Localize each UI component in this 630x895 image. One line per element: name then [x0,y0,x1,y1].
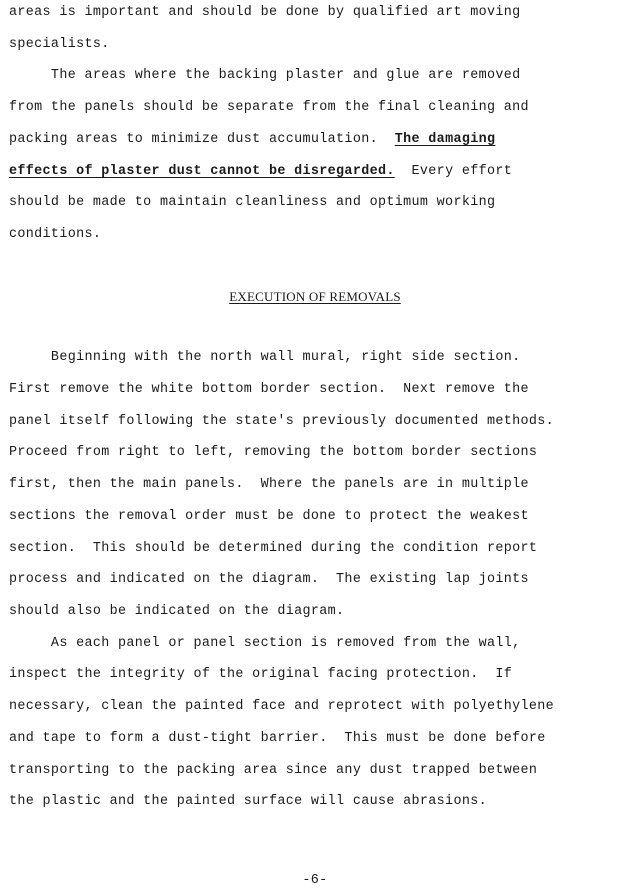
text-line: from the panels should be separate from the final cleaning and [9,100,529,115]
section-heading: EXECUTION OF REMOVALS [229,289,401,304]
page-number: -6- [302,873,328,888]
text-line: first, then the main panels. Where the panels are in multiple [9,477,529,492]
text-line: specialists. [9,37,110,52]
text-line: Proceed from right to left, removing the bottom border sections [9,445,538,460]
text-line: conditions. [9,227,102,242]
emphasis-text: effects of plaster dust cannot be disregarded. [9,164,395,179]
text-run: packing areas to minimize dust accumulation. [9,132,395,147]
text-line: transporting to the packing area since any dust trapped between [9,763,538,778]
text-line-with-emphasis [9,164,512,180]
text-line: should be made to maintain cleanliness and optimum working [9,195,496,210]
text-line: sections the removal order must be done to protect the weakest [9,509,529,524]
emphasis-text: The damaging [394,132,496,147]
text-line: necessary, clean the painted face and reprotect with polyethylene [9,699,555,714]
text-line: the plastic and the painted surface will cause abrasions. [9,794,487,809]
text-line: should also be indicated on the diagram. [9,604,345,619]
text-line: areas is important and should be done by qualified art moving [9,5,521,20]
text-line: The areas where the backing plaster and glue are removed [9,68,521,83]
text-line: and tape to form a dust-tight barrier. This must be done before [9,731,546,746]
text-line-with-emphasis [9,132,495,148]
text-line: panel itself following the state's previously documented methods. [9,414,555,429]
text-line: First remove the white bottom border section. Next remove the [9,382,529,397]
text-line: inspect the integrity of the original facing protection. If [9,667,513,682]
text-run: Every effort [394,164,513,179]
text-line: Beginning with the north wall mural, right side section. [9,350,521,365]
text-line: process and indicated on the diagram. The existing lap joints [9,572,529,587]
text-line: As each panel or panel section is removed from the wall, [9,636,521,651]
text-line: section. This should be determined during the condition report [9,541,538,556]
